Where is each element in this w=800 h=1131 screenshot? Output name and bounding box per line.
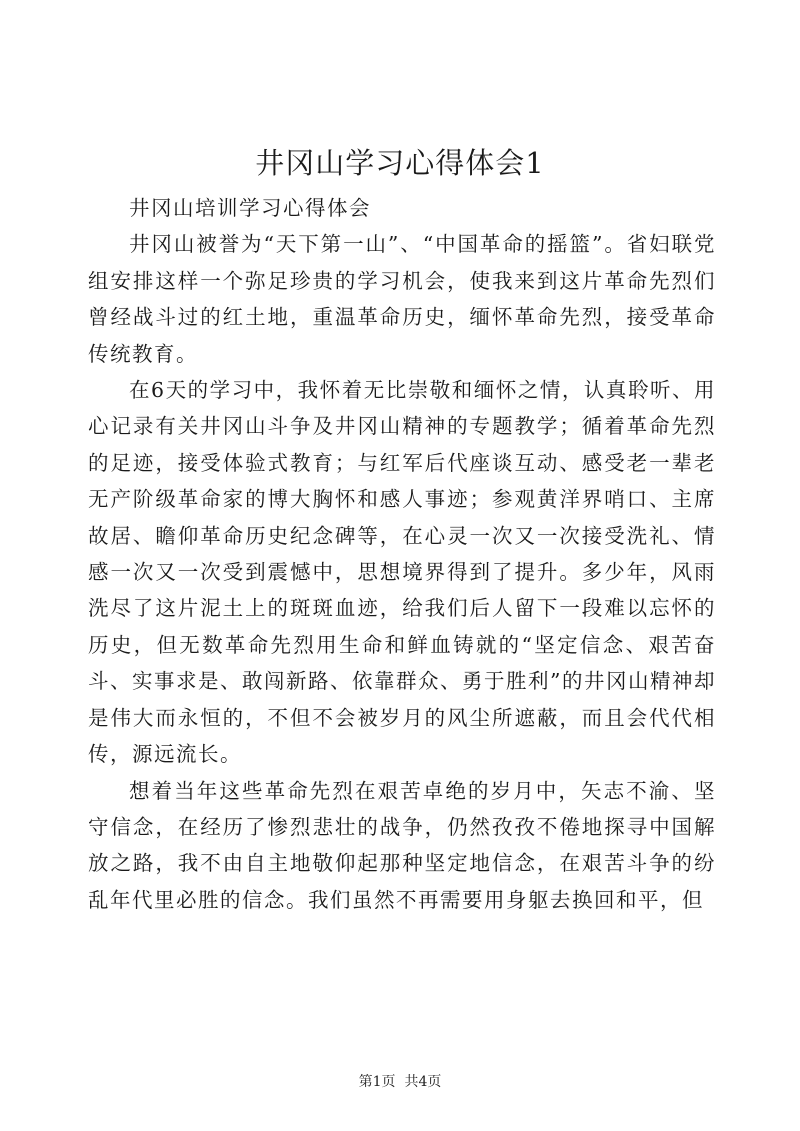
document-title: 井冈山学习心得体会1 <box>255 146 545 180</box>
body-paragraph: 井冈山被誉为“天下第一山”、“中国革命的摇篮”。省妇联党组安排这样一个弥足珍贵的学习机会，使我来到这片革命先烈们曾经战斗过的红土地，重温革命历史，缅怀革命先烈，接受革命传统教育。 <box>88 232 716 366</box>
page-number: 第1页 <box>358 1074 396 1090</box>
body-paragraph: 想着当年这些革命先烈在艰苦卓绝的岁月中，矢志不渝、坚守信念，在经历了惨烈悲壮的战争，仍然孜孜不倦地探寻中国解放之路，我不由自主地敬仰起那种坚定地信念，在艰苦斗争的纷乱年代里必胜的信念。我们虽然不再需要用身躯去换回和平，但 <box>88 778 716 912</box>
page-total: 共4页 <box>404 1074 442 1090</box>
subtitle-paragraph: 井冈山培训学习心得体会 <box>129 196 371 220</box>
body-paragraph: 在6天的学习中，我怀着无比崇敬和缅怀之情，认真聆听、用心记录有关井冈山斗争及井冈山精神的专题教学；循着革命先烈的足迹，接受体验式教育；与红军后代座谈互动、感受老一辈老无产阶级革命家的博大胸怀和感人事迹；参观黄洋界哨口、主席故居、瞻仰革命历史纪念碑等，在心灵一次又一次接受洗礼、情感一次又一次受到震憾中，思想境界得到了提升。多少年，风雨洗尽了这片泥土上的斑斑血迹，给我们后人留下一段难以忘怀的历史，但无数革命先烈用生命和鲜血铸就的“坚定信念、艰苦奋斗、实事求是、敢闯新路、依靠群众、勇于胜利”的井冈山精神却是伟大而永恒的，不但不会被岁月的风尘所遮蔽，而且会代代相传，源远流长。 <box>88 378 716 767</box>
page-footer <box>0 1072 800 1092</box>
document-body <box>88 190 716 918</box>
